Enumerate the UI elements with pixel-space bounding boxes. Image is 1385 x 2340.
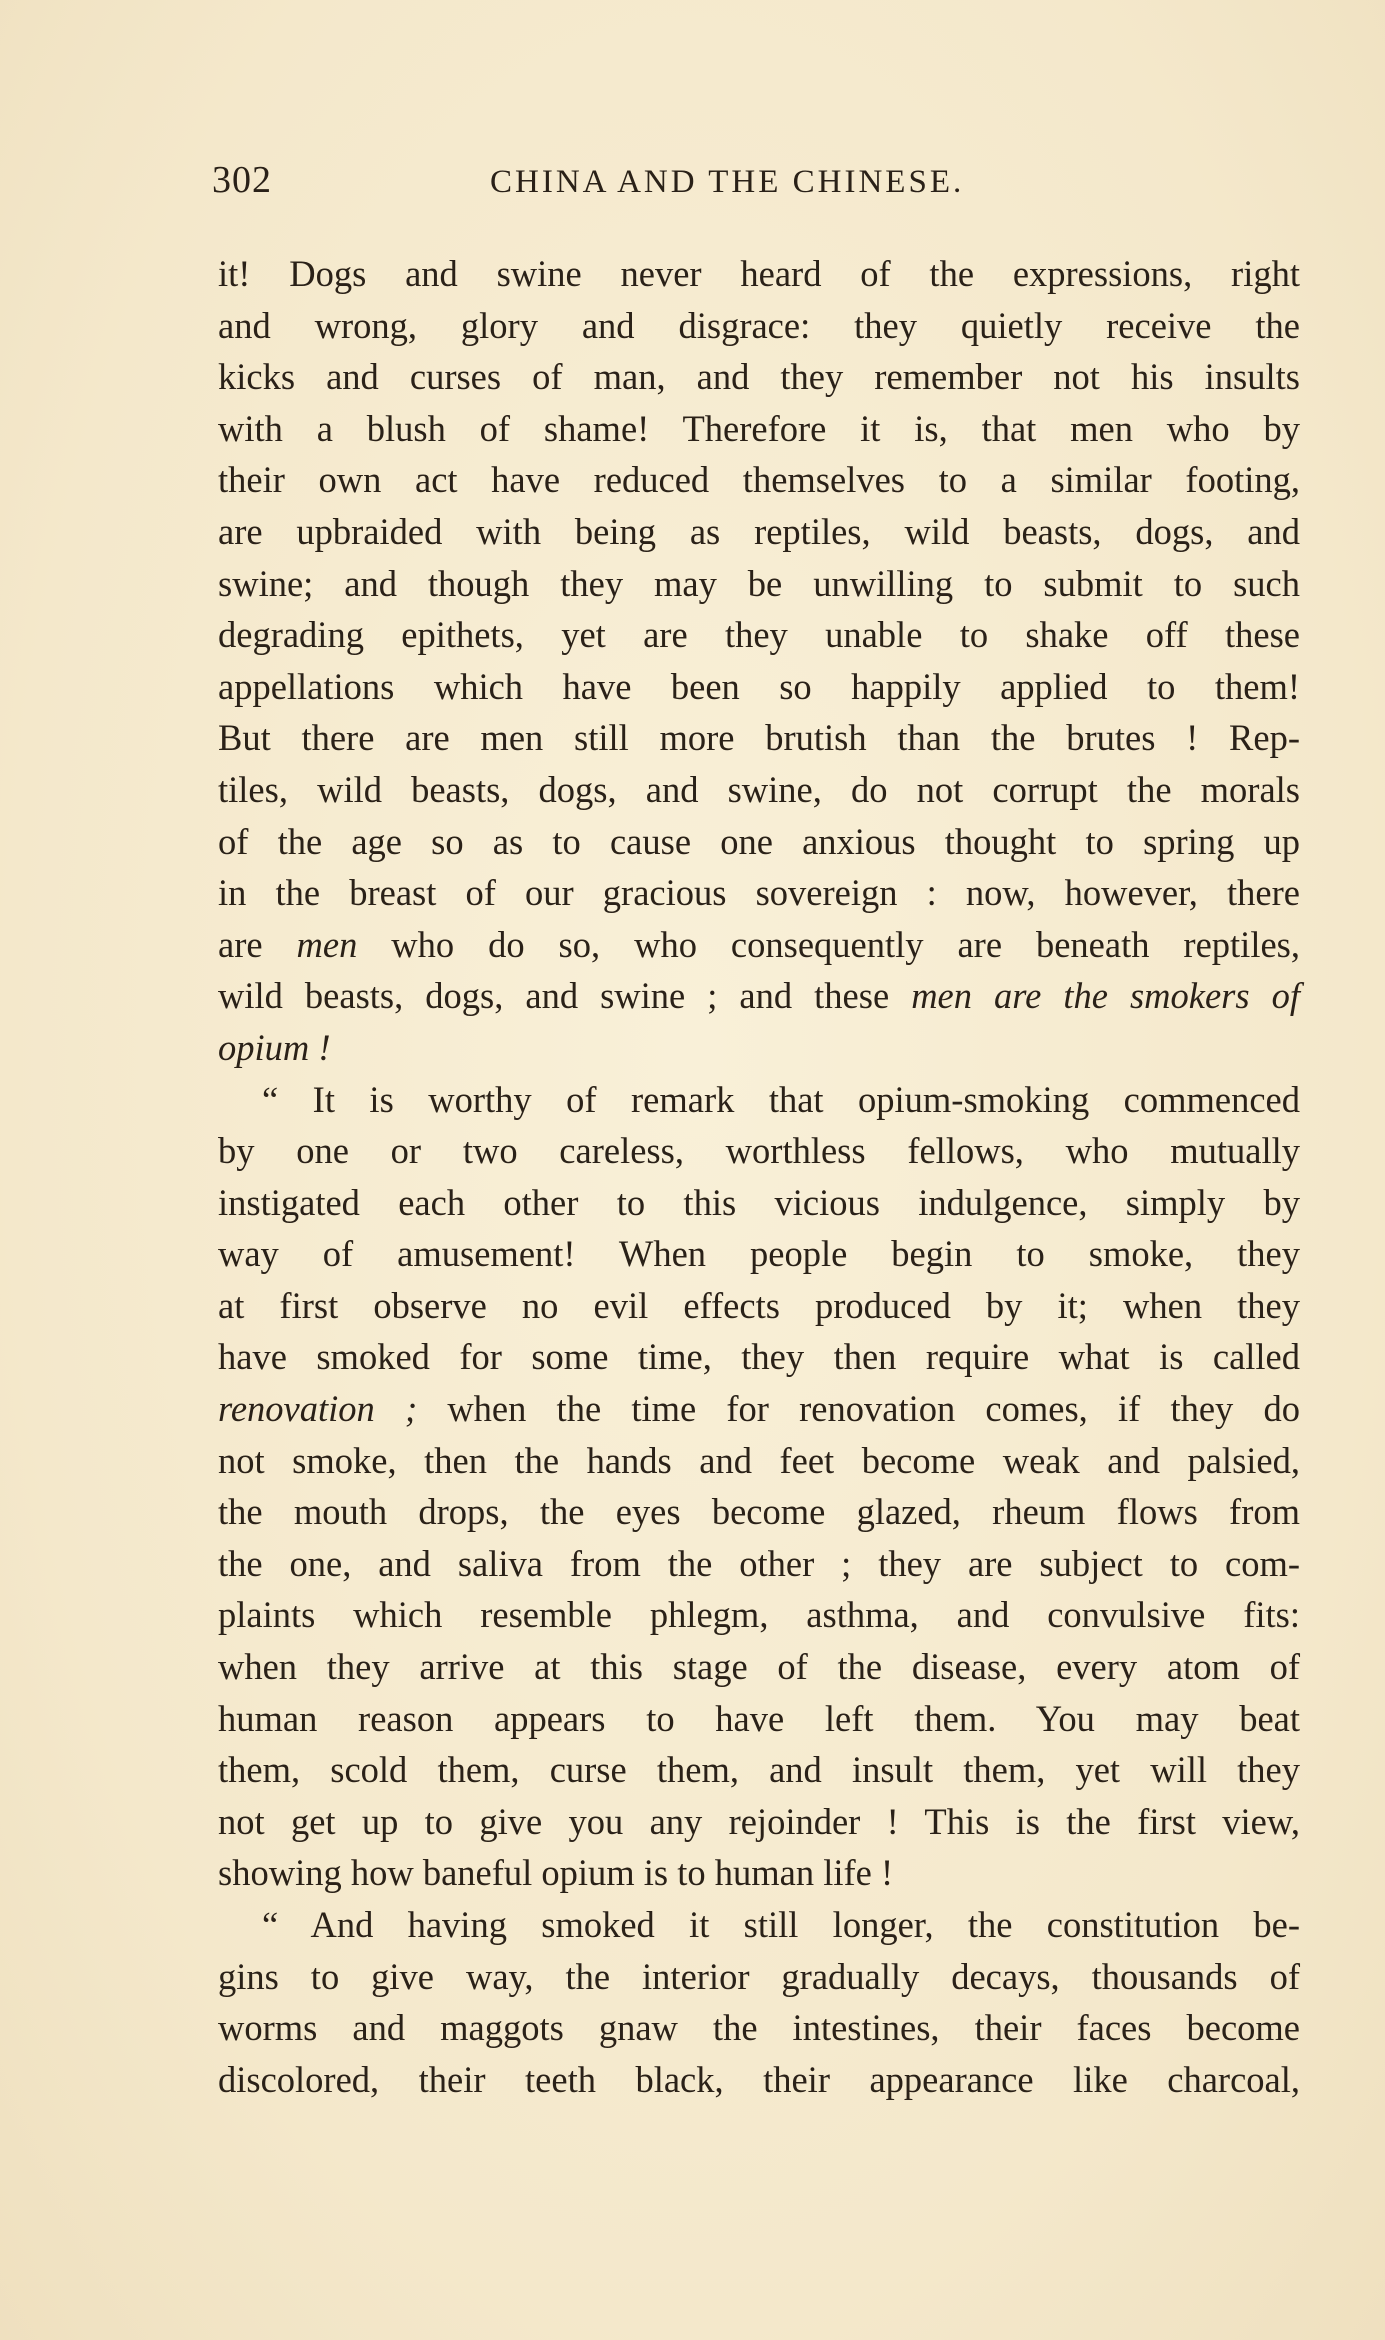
text-line: not get up to give you any rejoinder ! This is the first view, <box>218 1800 1300 1842</box>
text-line: way of amusement! When people begin to smoke, they <box>218 1233 1300 1275</box>
text-line: “ And having smoked it still longer, the constitution be- <box>262 1904 1300 1945</box>
text-line: degrading epithets, yet are they unable to shake off these <box>218 614 1300 656</box>
italic-segment: renovation ; <box>218 1388 418 1430</box>
text-segment: are <box>218 923 297 965</box>
text-line: tiles, wild beasts, dogs, and swine, do not corrupt the morals <box>218 768 1300 810</box>
text-line: instigated each other to this vicious indulgence, simply by <box>218 1181 1300 1223</box>
running-title: CHINA AND THE CHINESE. <box>490 164 965 200</box>
text-line <box>218 1383 1300 1435</box>
text-line: it! Dogs and swine never heard of the expressions, right <box>218 253 1300 294</box>
text-line: them, scold them, curse them, and insult them, yet will they <box>218 1749 1300 1791</box>
text-line: human reason appears to have left them. You may beat <box>218 1697 1300 1739</box>
text-segment: who do so, who consequently are beneath reptiles, <box>357 923 1300 965</box>
text-line <box>218 1022 1300 1074</box>
text-line: are upbraided with being as reptiles, wild beasts, dogs, and <box>218 510 1300 552</box>
text-line <box>218 970 1300 1022</box>
text-line: of the age so as to cause one anxious thought to spring up <box>218 820 1300 862</box>
text-line: when they arrive at this stage of the disease, every atom of <box>218 1646 1300 1688</box>
text-line <box>218 919 1300 971</box>
text-line: in the breast of our gracious sovereign : now, however, there <box>218 872 1300 914</box>
page-number: 302 <box>212 159 272 201</box>
text-line: plaints which resemble phlegm, asthma, and convulsive fits: <box>218 1594 1300 1636</box>
text-line: discolored, their teeth black, their appearance like charcoal, <box>218 2058 1300 2100</box>
text-line: “ It is worthy of remark that opium-smoking commenced <box>262 1078 1300 1120</box>
body-text <box>218 248 1300 2105</box>
page-header <box>212 158 1302 210</box>
text-line: worms and maggots gnaw the intestines, their faces become <box>218 2007 1300 2049</box>
text-line: by one or two careless, worthless fellows, who mutually <box>218 1130 1300 1172</box>
italic-segment: men are the smokers of <box>911 975 1300 1017</box>
text-line: have smoked for some time, they then require what is called <box>218 1336 1300 1378</box>
text-line: with a blush of shame! Therefore it is, that men who by <box>218 407 1300 449</box>
italic-segment: opium ! <box>218 1026 331 1068</box>
italic-segment: men <box>296 923 358 965</box>
text-line: at first observe no evil effects produced by it; when they <box>218 1284 1300 1326</box>
text-line: swine; and though they may be unwilling to submit to such <box>218 562 1300 604</box>
text-line: their own act have reduced themselves to a similar footing, <box>218 459 1300 501</box>
text-line: appellations which have been so happily applied to them! <box>218 665 1300 707</box>
text-line: the mouth drops, the eyes become glazed, rheum flows from <box>218 1491 1300 1533</box>
text-line: and wrong, glory and disgrace: they quietly receive the <box>218 304 1300 346</box>
text-line: gins to give way, the interior gradually decays, thousands of <box>218 1955 1300 1997</box>
text-segment: when the time for renovation comes, if they do <box>417 1388 1300 1430</box>
text-segment: wild beasts, dogs, and swine ; and these <box>218 975 912 1017</box>
text-line: not smoke, then the hands and feet become weak and palsied, <box>218 1439 1300 1481</box>
text-line: showing how baneful opium is to human life ! <box>218 1852 894 1894</box>
text-line: But there are men still more brutish than the brutes ! Rep- <box>218 717 1300 759</box>
text-line: kicks and curses of man, and they remember not his insults <box>218 356 1300 398</box>
text-line: the one, and saliva from the other ; they are subject to com- <box>218 1542 1300 1584</box>
